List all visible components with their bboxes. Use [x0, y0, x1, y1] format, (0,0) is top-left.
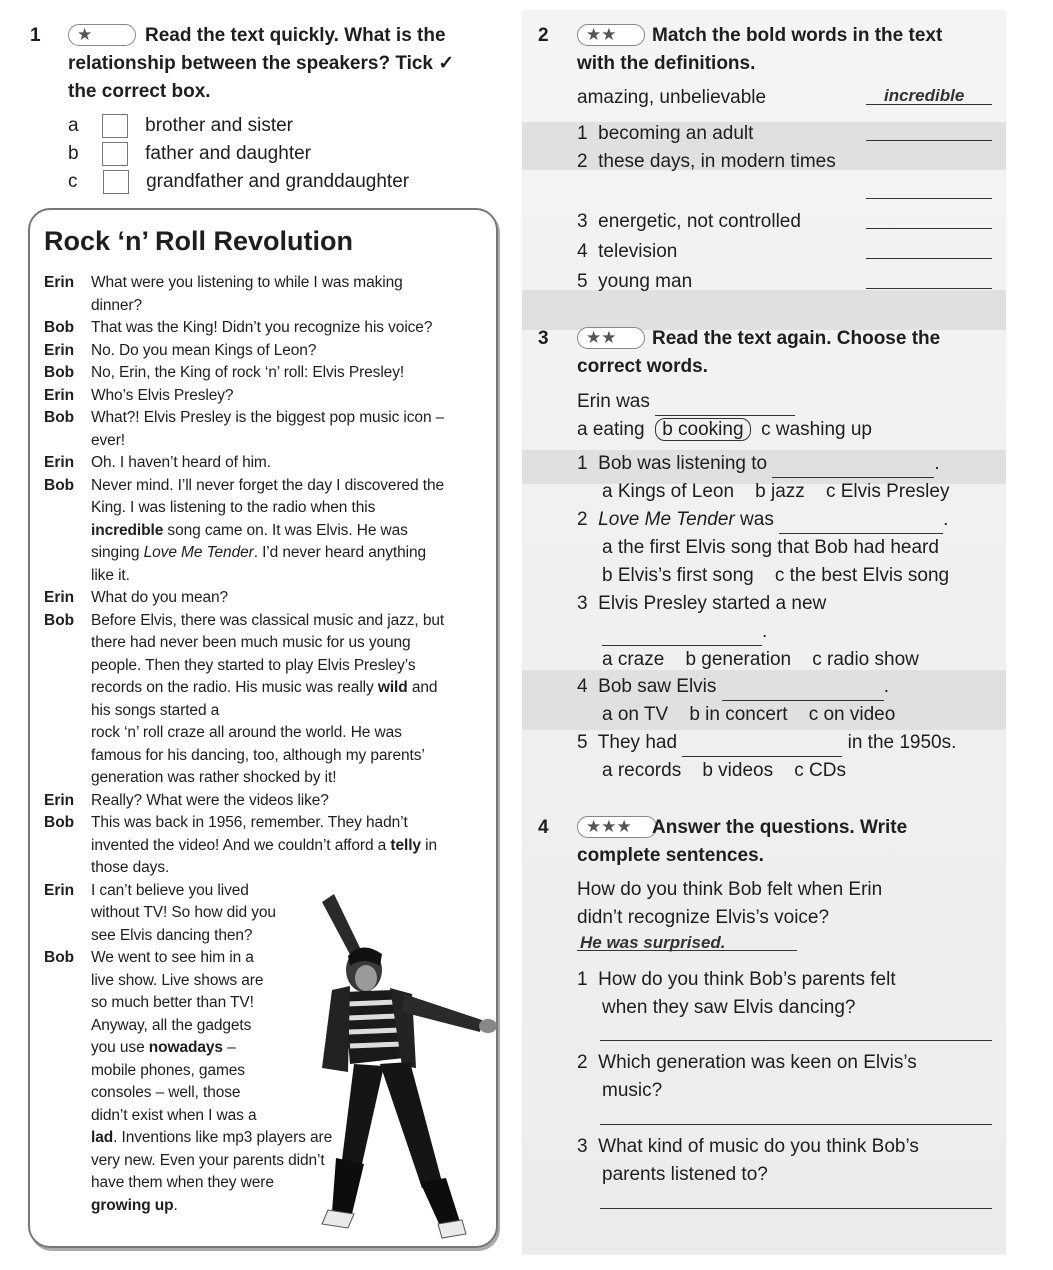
- dialogue-line: Who’s Elvis Presley?: [91, 386, 234, 404]
- speaker-name: Erin: [44, 791, 75, 809]
- speaker-name: Erin: [44, 274, 75, 291]
- option: a eating: [577, 419, 645, 440]
- dialogue-line: you use nowadays –: [91, 1039, 236, 1056]
- dialogue-line: lad. Inventions like mp3 players are: [91, 1129, 333, 1146]
- elvis-dancing-photo: [292, 882, 502, 1252]
- stem-text: Bob saw Elvis: [598, 676, 717, 697]
- ex3-number: 3: [538, 328, 549, 349]
- dialogue-line: No, Erin, the King of rock ‘n’ roll: Elvis Presley!: [91, 364, 405, 381]
- option[interactable]: b Elvis’s first song: [602, 565, 754, 586]
- ex3-title-line: Read the text again. Choose the: [652, 328, 941, 349]
- dialogue-line: I can’t believe you lived: [91, 881, 249, 899]
- question-number: 4: [577, 676, 588, 697]
- item-text: energetic, not controlled: [598, 211, 801, 232]
- tick-box[interactable]: [102, 114, 128, 138]
- dialogue-line: records on the radio. His music was really wild and: [91, 679, 438, 696]
- option[interactable]: a records: [602, 760, 682, 781]
- question-number: 2: [577, 509, 588, 530]
- ex1-option: [68, 112, 293, 140]
- ex2-item: [577, 120, 753, 148]
- item-number: 5: [577, 271, 588, 292]
- ex4-question-2: [577, 1049, 917, 1077]
- ex1-option: [68, 140, 311, 168]
- option[interactable]: b generation: [685, 649, 792, 670]
- ex3-question-2: 2 Love Me Tender was .: [577, 506, 948, 534]
- question-text: parents listened to?: [602, 1164, 768, 1185]
- ex4-stars: ★★★: [577, 816, 657, 838]
- dialogue-line: That was the King! Didn’t you recognize his voice?: [91, 319, 433, 336]
- ex2-item: [577, 238, 677, 266]
- dialogue-line: singing Love Me Tender. I’d never heard anything: [91, 544, 427, 561]
- speaker-name: Bob: [44, 814, 75, 831]
- answer-blank[interactable]: [772, 455, 934, 478]
- dialogue-line: dinner?: [91, 296, 143, 314]
- option[interactable]: c on video: [808, 704, 896, 725]
- question-number: 1: [577, 453, 588, 474]
- option[interactable]: a Kings of Leon: [602, 481, 735, 502]
- option[interactable]: a on TV: [602, 704, 669, 725]
- tick-box[interactable]: [103, 170, 129, 194]
- dialogue-line: This was back in 1956, remember. They hadn’t: [91, 814, 408, 831]
- item-text: young man: [598, 271, 693, 292]
- ex2-item: [577, 208, 801, 236]
- ex1-stars: ★: [68, 24, 136, 46]
- dialogue-line: like it.: [91, 566, 130, 584]
- question-text: when they saw Elvis dancing?: [602, 997, 856, 1018]
- option-letter: b: [68, 143, 79, 164]
- answer-blank[interactable]: [779, 511, 943, 534]
- question-number: 5: [577, 732, 588, 753]
- dialogue-line: so much better than TV!: [91, 994, 254, 1011]
- ex1-title-line: the correct box.: [68, 81, 211, 102]
- ex4-title-line: complete sentences.: [577, 845, 764, 866]
- dialogue-line: generation was rather shocked by it!: [91, 769, 337, 786]
- dialogue-line: Before Elvis, there was classical music and jazz, but: [91, 611, 445, 629]
- ex3-q3-blank: .: [602, 618, 767, 646]
- ex3-example-stem: [577, 388, 795, 416]
- question-number: 3: [577, 593, 588, 614]
- dialogue-line: What were you listening to while I was making: [91, 274, 403, 291]
- dialogue-line: famous for his dancing, too, although my parents’: [91, 746, 425, 764]
- ex2-item: [577, 148, 836, 176]
- option[interactable]: c the best Elvis song: [774, 565, 950, 586]
- dialogue-line: without TV! So how did you: [91, 904, 276, 921]
- answer-blank[interactable]: [722, 678, 884, 701]
- stem-text: Elvis Presley started a new: [598, 593, 827, 614]
- dialogue-line: growing up.: [91, 1196, 178, 1214]
- answer-line[interactable]: [600, 1040, 992, 1041]
- dialogue-line: ever!: [91, 431, 125, 449]
- ex4-example-answer: He was surprised.: [580, 933, 726, 952]
- answer-line[interactable]: [866, 288, 992, 289]
- dialogue-line: have them when they were: [91, 1174, 274, 1191]
- answer-blank[interactable]: [602, 623, 762, 646]
- answer-line[interactable]: [866, 140, 992, 141]
- option-text: grandfather and granddaughter: [146, 171, 410, 192]
- option: c washing up: [761, 419, 872, 440]
- speaker-name: Bob: [44, 319, 75, 336]
- dialogue-line: very new. Even your parents didn’t: [91, 1151, 325, 1169]
- ex4-example-line: didn’t recognize Elvis’s voice?: [577, 907, 830, 928]
- question-number: 2: [577, 1052, 588, 1073]
- item-number: 3: [577, 211, 588, 232]
- dialogue-line: his songs started a: [91, 701, 220, 719]
- speaker-name: Bob: [44, 949, 75, 966]
- ex3-q3-options: [602, 646, 919, 674]
- dialogue-line: Oh. I haven’t heard of him.: [91, 454, 271, 471]
- dialogue-line: Anyway, all the gadgets: [91, 1016, 252, 1034]
- option-letter: a: [68, 115, 79, 136]
- answer-line[interactable]: [600, 1208, 992, 1209]
- speaker-name: Erin: [44, 386, 75, 404]
- answer-line[interactable]: [600, 1124, 992, 1125]
- option[interactable]: c Elvis Presley: [825, 481, 950, 502]
- speaker-name: Bob: [44, 611, 75, 629]
- dialogue-line: live show. Live shows are: [91, 971, 264, 989]
- ex1-title-line: relationship between the speakers? Tick ✓: [68, 53, 455, 74]
- stem-text: was: [740, 509, 774, 530]
- question-text: music?: [602, 1080, 663, 1101]
- option-circled: b cooking: [655, 418, 750, 441]
- dialogue-line: invented the video! And we couldn’t afford a telly in: [91, 836, 437, 854]
- ex2-stars: ★★: [577, 24, 645, 46]
- stem-text: They had: [597, 732, 678, 753]
- ex4-example-line: How do you think Bob felt when Erin: [577, 879, 883, 900]
- option-letter: c: [68, 171, 78, 192]
- item-text: these days, in modern times: [598, 151, 836, 172]
- ex4-title-line: Answer the questions. Write: [652, 817, 908, 838]
- ex2-number: 2: [538, 25, 549, 46]
- ex3-title-line: correct words.: [577, 356, 708, 377]
- bleed-band: [522, 290, 1006, 330]
- question-text: Which generation was keen on Elvis’s: [598, 1052, 917, 1073]
- dialogue-line: didn’t exist when I was a: [91, 1106, 257, 1124]
- speaker-name: Bob: [44, 364, 75, 381]
- ex3-stars: ★★: [577, 327, 645, 349]
- question-text: How do you think Bob’s parents felt: [598, 969, 896, 990]
- speaker-name: Bob: [44, 409, 75, 426]
- option[interactable]: b jazz: [755, 481, 805, 502]
- item-text: television: [598, 241, 678, 262]
- dialogue-line: see Elvis dancing then?: [91, 926, 253, 944]
- option[interactable]: c radio show: [812, 649, 919, 670]
- ex4-number: 4: [538, 817, 549, 838]
- answer-line[interactable]: [866, 198, 992, 199]
- ex3-q2-option-a[interactable]: a the first Elvis song that Bob had heard: [602, 537, 939, 558]
- answer-line[interactable]: [866, 258, 992, 259]
- ex3-q2-options: [602, 562, 949, 590]
- stem-text: Erin was: [577, 391, 650, 412]
- ex2-title-line: with the definitions.: [577, 53, 756, 74]
- song-title: Love Me Tender: [598, 509, 735, 530]
- dialogue-line: King. I was listening to the radio when this: [91, 499, 376, 516]
- question-number: 3: [577, 1136, 588, 1157]
- tick-box[interactable]: [102, 142, 128, 166]
- stem-tail: in the 1950s.: [847, 732, 957, 753]
- ex1-option: [68, 168, 409, 196]
- dialogue-line: Never mind. I’ll never forget the day I discovered the: [91, 476, 445, 494]
- dialogue-line: there had never been much music for us young: [91, 634, 411, 651]
- ex2-example-answer: incredible: [884, 86, 965, 105]
- option[interactable]: c CDs: [794, 760, 846, 781]
- dialogue-line: What do you mean?: [91, 589, 229, 606]
- speaker-name: Erin: [44, 589, 75, 606]
- stem-text: Bob was listening to: [598, 453, 768, 474]
- answer-line[interactable]: [577, 950, 797, 951]
- dialogue-line: people. Then they started to play Elvis Presley’s: [91, 656, 416, 674]
- ex1-title-line: Read the text quickly. What is the: [145, 25, 446, 46]
- ex3-question-4: 4 Bob saw Elvis .: [577, 673, 889, 701]
- answer-blank[interactable]: [655, 393, 795, 416]
- ex4-question-1: [577, 966, 896, 994]
- answer-line[interactable]: [866, 104, 992, 105]
- ex2-example: amazing, unbelievable: [577, 87, 767, 108]
- article-title: Rock ‘n’ Roll Revolution: [44, 226, 354, 256]
- ex3-q1-options: [602, 478, 949, 506]
- option[interactable]: a craze: [602, 649, 665, 670]
- ex3-q4-options: [602, 701, 895, 729]
- dialogue-line: those days.: [91, 859, 170, 876]
- speaker-name: Erin: [44, 881, 75, 899]
- speaker-name: Erin: [44, 454, 75, 471]
- dialogue-line: What?! Elvis Presley is the biggest pop music icon –: [91, 409, 445, 426]
- question-number: 1: [577, 969, 588, 990]
- ex3-question-1: 1 Bob was listening to .: [577, 450, 940, 478]
- ex2-title-line: Match the bold words in the text: [652, 25, 943, 46]
- dialogue-line: rock ‘n’ roll craze all around the world. He was: [91, 724, 402, 741]
- dialogue-line: We went to see him in a: [91, 949, 254, 966]
- option[interactable]: b videos: [702, 760, 774, 781]
- ex3-q5-options: [602, 757, 846, 785]
- speaker-name: Erin: [44, 341, 75, 359]
- item-number: 2: [577, 151, 588, 172]
- answer-blank[interactable]: [682, 734, 842, 757]
- ex3-question-5: [577, 729, 956, 757]
- item-text: becoming an adult: [598, 123, 754, 144]
- ex3-example-options: [577, 416, 872, 444]
- dialogue-line: Really? What were the videos like?: [91, 791, 329, 809]
- ex2-item: [577, 268, 692, 296]
- question-text: What kind of music do you think Bob’s: [598, 1136, 919, 1157]
- dialogue-line: consoles – well, those: [91, 1084, 241, 1101]
- dialogue-line: No. Do you mean Kings of Leon?: [91, 341, 317, 359]
- item-number: 1: [577, 123, 588, 144]
- option-text: father and daughter: [145, 143, 311, 164]
- option[interactable]: b in concert: [689, 704, 788, 725]
- speaker-name: Bob: [44, 476, 75, 494]
- ex4-question-3: [577, 1133, 919, 1161]
- option-text: brother and sister: [145, 115, 293, 136]
- ex3-question-3: [577, 590, 826, 618]
- dialogue-line: mobile phones, games: [91, 1061, 245, 1079]
- ex1-number: 1: [30, 25, 41, 46]
- item-number: 4: [577, 241, 588, 262]
- answer-line[interactable]: [866, 228, 992, 229]
- dialogue-line: incredible song came on. It was Elvis. He was: [91, 521, 408, 539]
